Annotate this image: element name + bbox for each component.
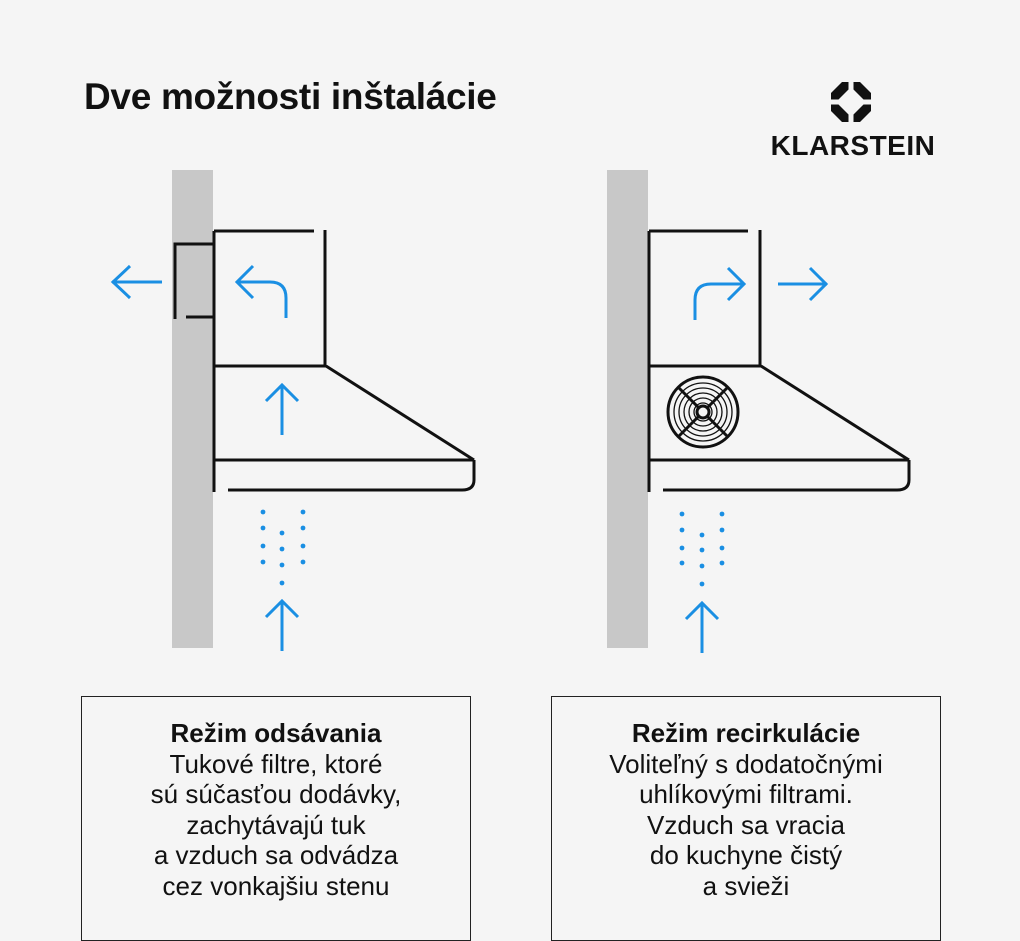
chimney [214, 230, 326, 492]
wall [607, 170, 648, 648]
mode-text-line: Voliteľný s dodatočnými [609, 748, 883, 779]
left-arrow-icon [112, 266, 162, 298]
rising-dots [680, 512, 725, 587]
fan-filter-icon [668, 377, 738, 447]
extraction-diagram [112, 170, 474, 651]
mode-text-line: zachytávajú tuk [186, 809, 366, 840]
rising-dots [261, 510, 306, 586]
page-title: Dve možnosti inštalácie [84, 76, 497, 117]
mode-text-line: Vzduch sa vracia [647, 809, 845, 840]
mode-heading: Režim recirkulácie [631, 718, 861, 748]
mode-text-line: do kuchyne čistý [649, 840, 843, 870]
up-arrow-icon [266, 385, 298, 435]
curved-left-arrow-icon [237, 266, 286, 318]
mode-description-recirculation [551, 696, 941, 941]
up-arrow-icon [266, 601, 298, 651]
chimney [649, 230, 761, 492]
curved-right-arrow-icon [695, 268, 744, 320]
wall [172, 170, 213, 648]
mode-text-line: uhlíkovými filtrami. [639, 779, 853, 809]
mode-text-line: Tukové filtre, ktoré [169, 748, 383, 779]
mode-heading: Režim odsávania [170, 718, 382, 748]
mode-text-line: a vzduch sa odvádza [153, 840, 399, 870]
up-arrow-icon [686, 603, 718, 653]
hood [214, 366, 474, 490]
brand-name: KLARSTEIN [770, 130, 936, 161]
mode-text-line: cez vonkajšiu stenu [162, 870, 390, 901]
right-arrow-icon [778, 268, 827, 300]
mode-description-extraction [81, 696, 471, 941]
recirculation-diagram [607, 170, 909, 653]
mode-text-line: sú súčasťou dodávky, [150, 779, 402, 809]
mode-text-line: a svieži [702, 870, 790, 901]
